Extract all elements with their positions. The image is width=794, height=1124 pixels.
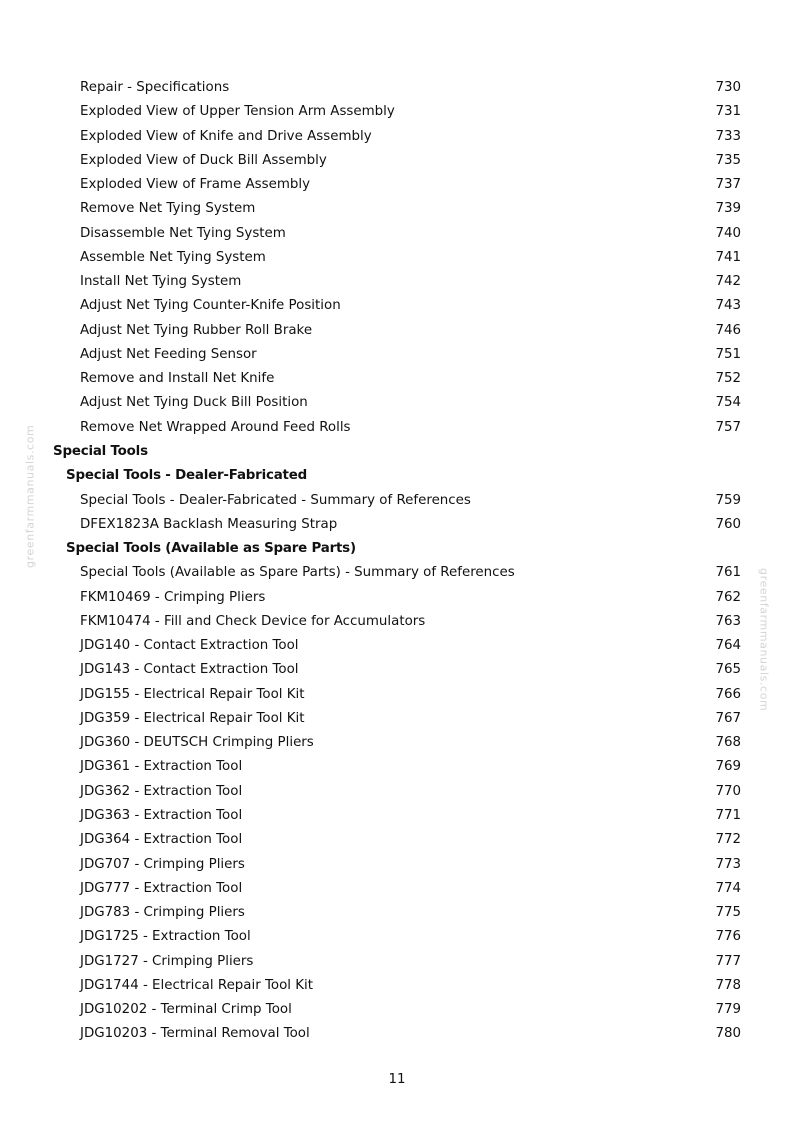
toc-entry-title: FKM10474 - Fill and Check Device for Accumulators <box>80 613 426 629</box>
toc-entry-title: Install Net Tying System <box>80 274 242 290</box>
toc-entry-page-number: 740 <box>715 225 741 241</box>
page-number: 11 <box>388 1072 406 1087</box>
toc-entry-page-number: 752 <box>715 371 741 387</box>
toc-entry-title: JDG140 - Contact Extraction Tool <box>80 638 299 654</box>
toc-entry[interactable] <box>0 197 794 221</box>
toc-entry-title: Adjust Net Tying Duck Bill Position <box>80 395 308 411</box>
toc-entry[interactable] <box>0 755 794 779</box>
toc-entry-title: Special Tools (Available as Spare Parts) - Summary of References <box>80 565 515 581</box>
toc-entry[interactable] <box>0 319 794 343</box>
toc-entry-page-number: 766 <box>715 686 741 702</box>
toc-entry-page-number: 762 <box>715 589 741 605</box>
toc-entry[interactable] <box>0 294 794 318</box>
toc-entry-title: Adjust Net Tying Counter-Knife Position <box>80 298 341 314</box>
toc-entry-title: Exploded View of Upper Tension Arm Assembly <box>80 104 395 120</box>
toc-entry-page-number: 737 <box>715 177 741 193</box>
toc-entry-page-number: 772 <box>715 832 741 848</box>
toc-entry-page-number: 754 <box>715 395 741 411</box>
toc-entry[interactable] <box>0 901 794 925</box>
toc-entry[interactable] <box>0 877 794 901</box>
toc-entry[interactable] <box>0 610 794 634</box>
toc-entry-title: JDG777 - Extraction Tool <box>80 880 243 896</box>
toc-entry-title: JDG10202 - Terminal Crimp Tool <box>80 1002 292 1018</box>
toc-entry-page-number: 779 <box>715 1002 741 1018</box>
toc-entry-title: JDG155 - Electrical Repair Tool Kit <box>80 686 305 702</box>
toc-entry-title: Disassemble Net Tying System <box>80 225 286 241</box>
toc-entry[interactable] <box>0 513 794 537</box>
toc-entry[interactable] <box>0 367 794 391</box>
toc-entry[interactable] <box>0 707 794 731</box>
toc-entry-page-number: 768 <box>715 735 741 751</box>
toc-entry[interactable] <box>0 125 794 149</box>
toc-entry[interactable] <box>0 76 794 100</box>
toc-entry-page-number: 773 <box>715 856 741 872</box>
toc-entry[interactable] <box>0 853 794 877</box>
toc-entry-page-number: 735 <box>715 152 741 168</box>
toc-entry-title: JDG363 - Extraction Tool <box>80 807 243 823</box>
toc-entry-page-number: 761 <box>715 565 741 581</box>
toc-entry-page-number: 742 <box>715 274 741 290</box>
toc-entry[interactable] <box>0 974 794 998</box>
toc-entry-page-number: 741 <box>715 249 741 265</box>
toc-entry-title: DFEX1823A Backlash Measuring Strap <box>80 516 338 532</box>
toc-entry-title: Exploded View of Knife and Drive Assembly <box>80 128 372 144</box>
toc-entry-title: Remove Net Tying System <box>80 201 256 217</box>
toc-entry-title: Exploded View of Frame Assembly <box>80 177 311 193</box>
toc-entry-page-number: 730 <box>715 80 741 95</box>
toc-entry[interactable] <box>0 780 794 804</box>
toc-entry[interactable] <box>0 828 794 852</box>
toc-entry[interactable] <box>0 391 794 415</box>
toc-entry-title: Special Tools <box>53 443 148 459</box>
toc-entry-title: Special Tools - Dealer-Fabricated - Summary of References <box>80 492 471 508</box>
toc-section-heading[interactable] <box>0 440 794 464</box>
toc-entry[interactable] <box>0 270 794 294</box>
toc-entry[interactable] <box>0 561 794 585</box>
toc-entry-title: JDG1727 - Crimping Pliers <box>80 953 254 969</box>
toc-entry[interactable] <box>0 416 794 440</box>
toc-entry[interactable] <box>0 658 794 682</box>
toc-entry-title: JDG360 - DEUTSCH Crimping Pliers <box>80 735 314 751</box>
toc-entry-page-number: 778 <box>715 977 741 993</box>
toc-entry[interactable] <box>0 586 794 610</box>
toc-entry[interactable] <box>0 634 794 658</box>
toc-entry-title: Special Tools - Dealer-Fabricated <box>66 468 308 484</box>
toc-entry[interactable] <box>0 173 794 197</box>
toc-entry-page-number: 765 <box>715 662 741 678</box>
toc-entry[interactable] <box>0 149 794 173</box>
toc-entry-title: JDG10203 - Terminal Removal Tool <box>80 1026 310 1042</box>
toc-entry-title: FKM10469 - Crimping Pliers <box>80 589 266 605</box>
toc-entry-title: Remove and Install Net Knife <box>80 371 275 387</box>
toc-entry[interactable] <box>0 246 794 270</box>
toc-entry-title: JDG362 - Extraction Tool <box>80 783 243 799</box>
toc-entry-title: JDG1725 - Extraction Tool <box>80 929 251 945</box>
toc-entry[interactable] <box>0 998 794 1022</box>
toc-entry-page-number: 757 <box>715 419 741 435</box>
toc-entry-page-number: 777 <box>715 953 741 969</box>
toc-entry-page-number: 770 <box>715 783 741 799</box>
toc-entry-title: JDG364 - Extraction Tool <box>80 832 243 848</box>
toc-entry-title: JDG707 - Crimping Pliers <box>80 856 245 872</box>
toc-entry-title: JDG783 - Crimping Pliers <box>80 905 245 921</box>
toc-entry[interactable] <box>0 100 794 124</box>
toc-entry-page-number: 763 <box>715 613 741 629</box>
toc-entry-page-number: 743 <box>715 298 741 314</box>
toc-entry[interactable] <box>0 731 794 755</box>
toc-entry-title: Adjust Net Tying Rubber Roll Brake <box>80 322 313 338</box>
toc-entry-page-number: 780 <box>715 1026 741 1042</box>
toc-entry-title: Exploded View of Duck Bill Assembly <box>80 152 327 168</box>
toc-entry-title: Adjust Net Feeding Sensor <box>80 346 257 362</box>
toc-entry-page-number: 733 <box>715 128 741 144</box>
toc-entry-page-number: 767 <box>715 710 741 726</box>
toc-entry-page-number: 776 <box>715 929 741 945</box>
toc-entry[interactable] <box>0 683 794 707</box>
toc-entry-title: Remove Net Wrapped Around Feed Rolls <box>80 419 351 435</box>
toc-entry[interactable] <box>0 925 794 949</box>
toc-entry-page-number: 774 <box>715 880 741 896</box>
toc-entry-title: Special Tools (Available as Spare Parts) <box>66 541 356 557</box>
toc-entry-page-number: 731 <box>715 104 741 120</box>
toc-section-heading[interactable] <box>0 464 794 488</box>
toc-entry-title: JDG1744 - Electrical Repair Tool Kit <box>80 977 314 993</box>
toc-entry-page-number: 751 <box>715 346 741 362</box>
toc-entry[interactable] <box>0 1022 794 1046</box>
toc-entry-page-number: 759 <box>715 492 741 508</box>
table-of-contents <box>0 76 794 1047</box>
toc-entry-page-number: 739 <box>715 201 741 217</box>
toc-entry-title: JDG359 - Electrical Repair Tool Kit <box>80 710 305 726</box>
toc-entry-page-number: 764 <box>715 638 741 654</box>
toc-entry[interactable] <box>0 950 794 974</box>
toc-section-heading[interactable] <box>0 537 794 561</box>
toc-entry[interactable] <box>0 222 794 246</box>
toc-entry[interactable] <box>0 343 794 367</box>
toc-entry[interactable] <box>0 804 794 828</box>
toc-entry[interactable] <box>0 489 794 513</box>
toc-entry-title: JDG361 - Extraction Tool <box>80 759 243 775</box>
toc-entry-title: Assemble Net Tying System <box>80 249 266 265</box>
toc-entry-title: JDG143 - Contact Extraction Tool <box>80 662 299 678</box>
toc-entry-page-number: 775 <box>715 905 741 921</box>
toc-entry-page-number: 760 <box>715 516 741 532</box>
toc-entry-page-number: 771 <box>715 807 741 823</box>
toc-entry-title: Repair - Specifications <box>80 80 230 95</box>
toc-entry-page-number: 746 <box>715 322 741 338</box>
toc-entry-page-number: 769 <box>715 759 741 775</box>
